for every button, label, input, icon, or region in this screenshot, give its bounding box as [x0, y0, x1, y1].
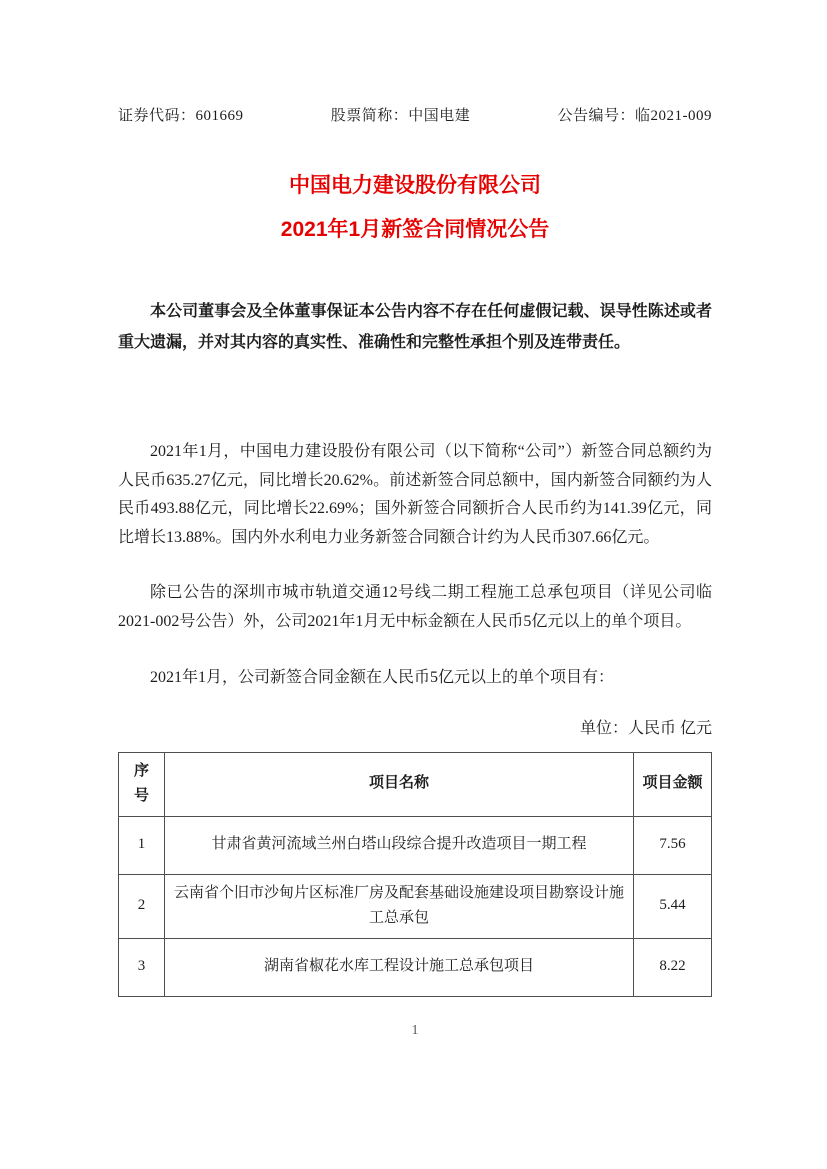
table-header-amount: 项目金额 [634, 752, 712, 816]
major-projects-table [118, 752, 712, 997]
table-row [119, 816, 712, 874]
page-number: 1 [411, 1022, 419, 1038]
document-title [118, 175, 712, 240]
amount-cell: 8.22 [634, 938, 712, 996]
project-name-cell: 湖南省椒花水库工程设计施工总承包项目 [165, 938, 634, 996]
amount-cell: 7.56 [634, 816, 712, 874]
document-header [118, 0, 712, 125]
table-row [119, 938, 712, 996]
document-title-line1: 中国电力建设股份有限公司 [289, 174, 541, 197]
table-row [119, 874, 712, 938]
project-list-intro-paragraph: 2021年1月，公司新签合同金额在人民币5亿元以上的单个项目有： [150, 669, 615, 687]
currency-unit-note: 单位：人民币 亿元 [579, 719, 712, 737]
contract-summary-paragraph: 2021年1月，中国电力建设股份有限公司（以下简称“公司”）新签合同总额约为人民币635.27亿元，同比增长20.62%。前述新签合同总额中，国内新签合同额约为人民币493.88亿元，同比增长22.69%；国外新签合同额折合人民币约为141.39亿元，同比增长13.88%。国内外水利电力业务新签合同额合计约为人民币307.66亿元。 [118, 443, 712, 546]
project-name-cell: 甘肃省黄河流域兰州白塔山段综合提升改造项目一期工程 [165, 816, 634, 874]
amount-cell: 5.44 [634, 874, 712, 938]
table-header-index: 序号 [119, 752, 165, 816]
exception-note-paragraph: 除已公告的深圳市城市轨道交通12号线二期工程施工总承包项目（详见公司临2021-002号公告）外，公司2021年1月无中标金额在人民币5亿元以上的单个项目。 [118, 584, 712, 630]
announcement-number: 公告编号：临2021-009 [557, 108, 712, 124]
board-disclaimer-paragraph: 本公司董事会及全体董事保证本公告内容不存在任何虚假记载、误导性陈述或者重大遗漏，并对其内容的真实性、准确性和完整性承担个别及连带责任。 [118, 303, 712, 352]
project-name-cell: 云南省个旧市沙甸片区标准厂房及配套基础设施建设项目勘察设计施工总承包 [165, 874, 634, 938]
table-header-project-name: 项目名称 [165, 752, 634, 816]
stock-code: 证券代码：601669 [118, 108, 244, 124]
document-title-line2: 2021年1月新签合同情况公告 [280, 218, 550, 241]
row-index-cell: 3 [119, 938, 165, 996]
stock-short-name: 股票简称：中国电建 [330, 108, 471, 124]
row-index-cell: 2 [119, 874, 165, 938]
row-index-cell: 1 [119, 816, 165, 874]
table-header-row [119, 752, 712, 816]
